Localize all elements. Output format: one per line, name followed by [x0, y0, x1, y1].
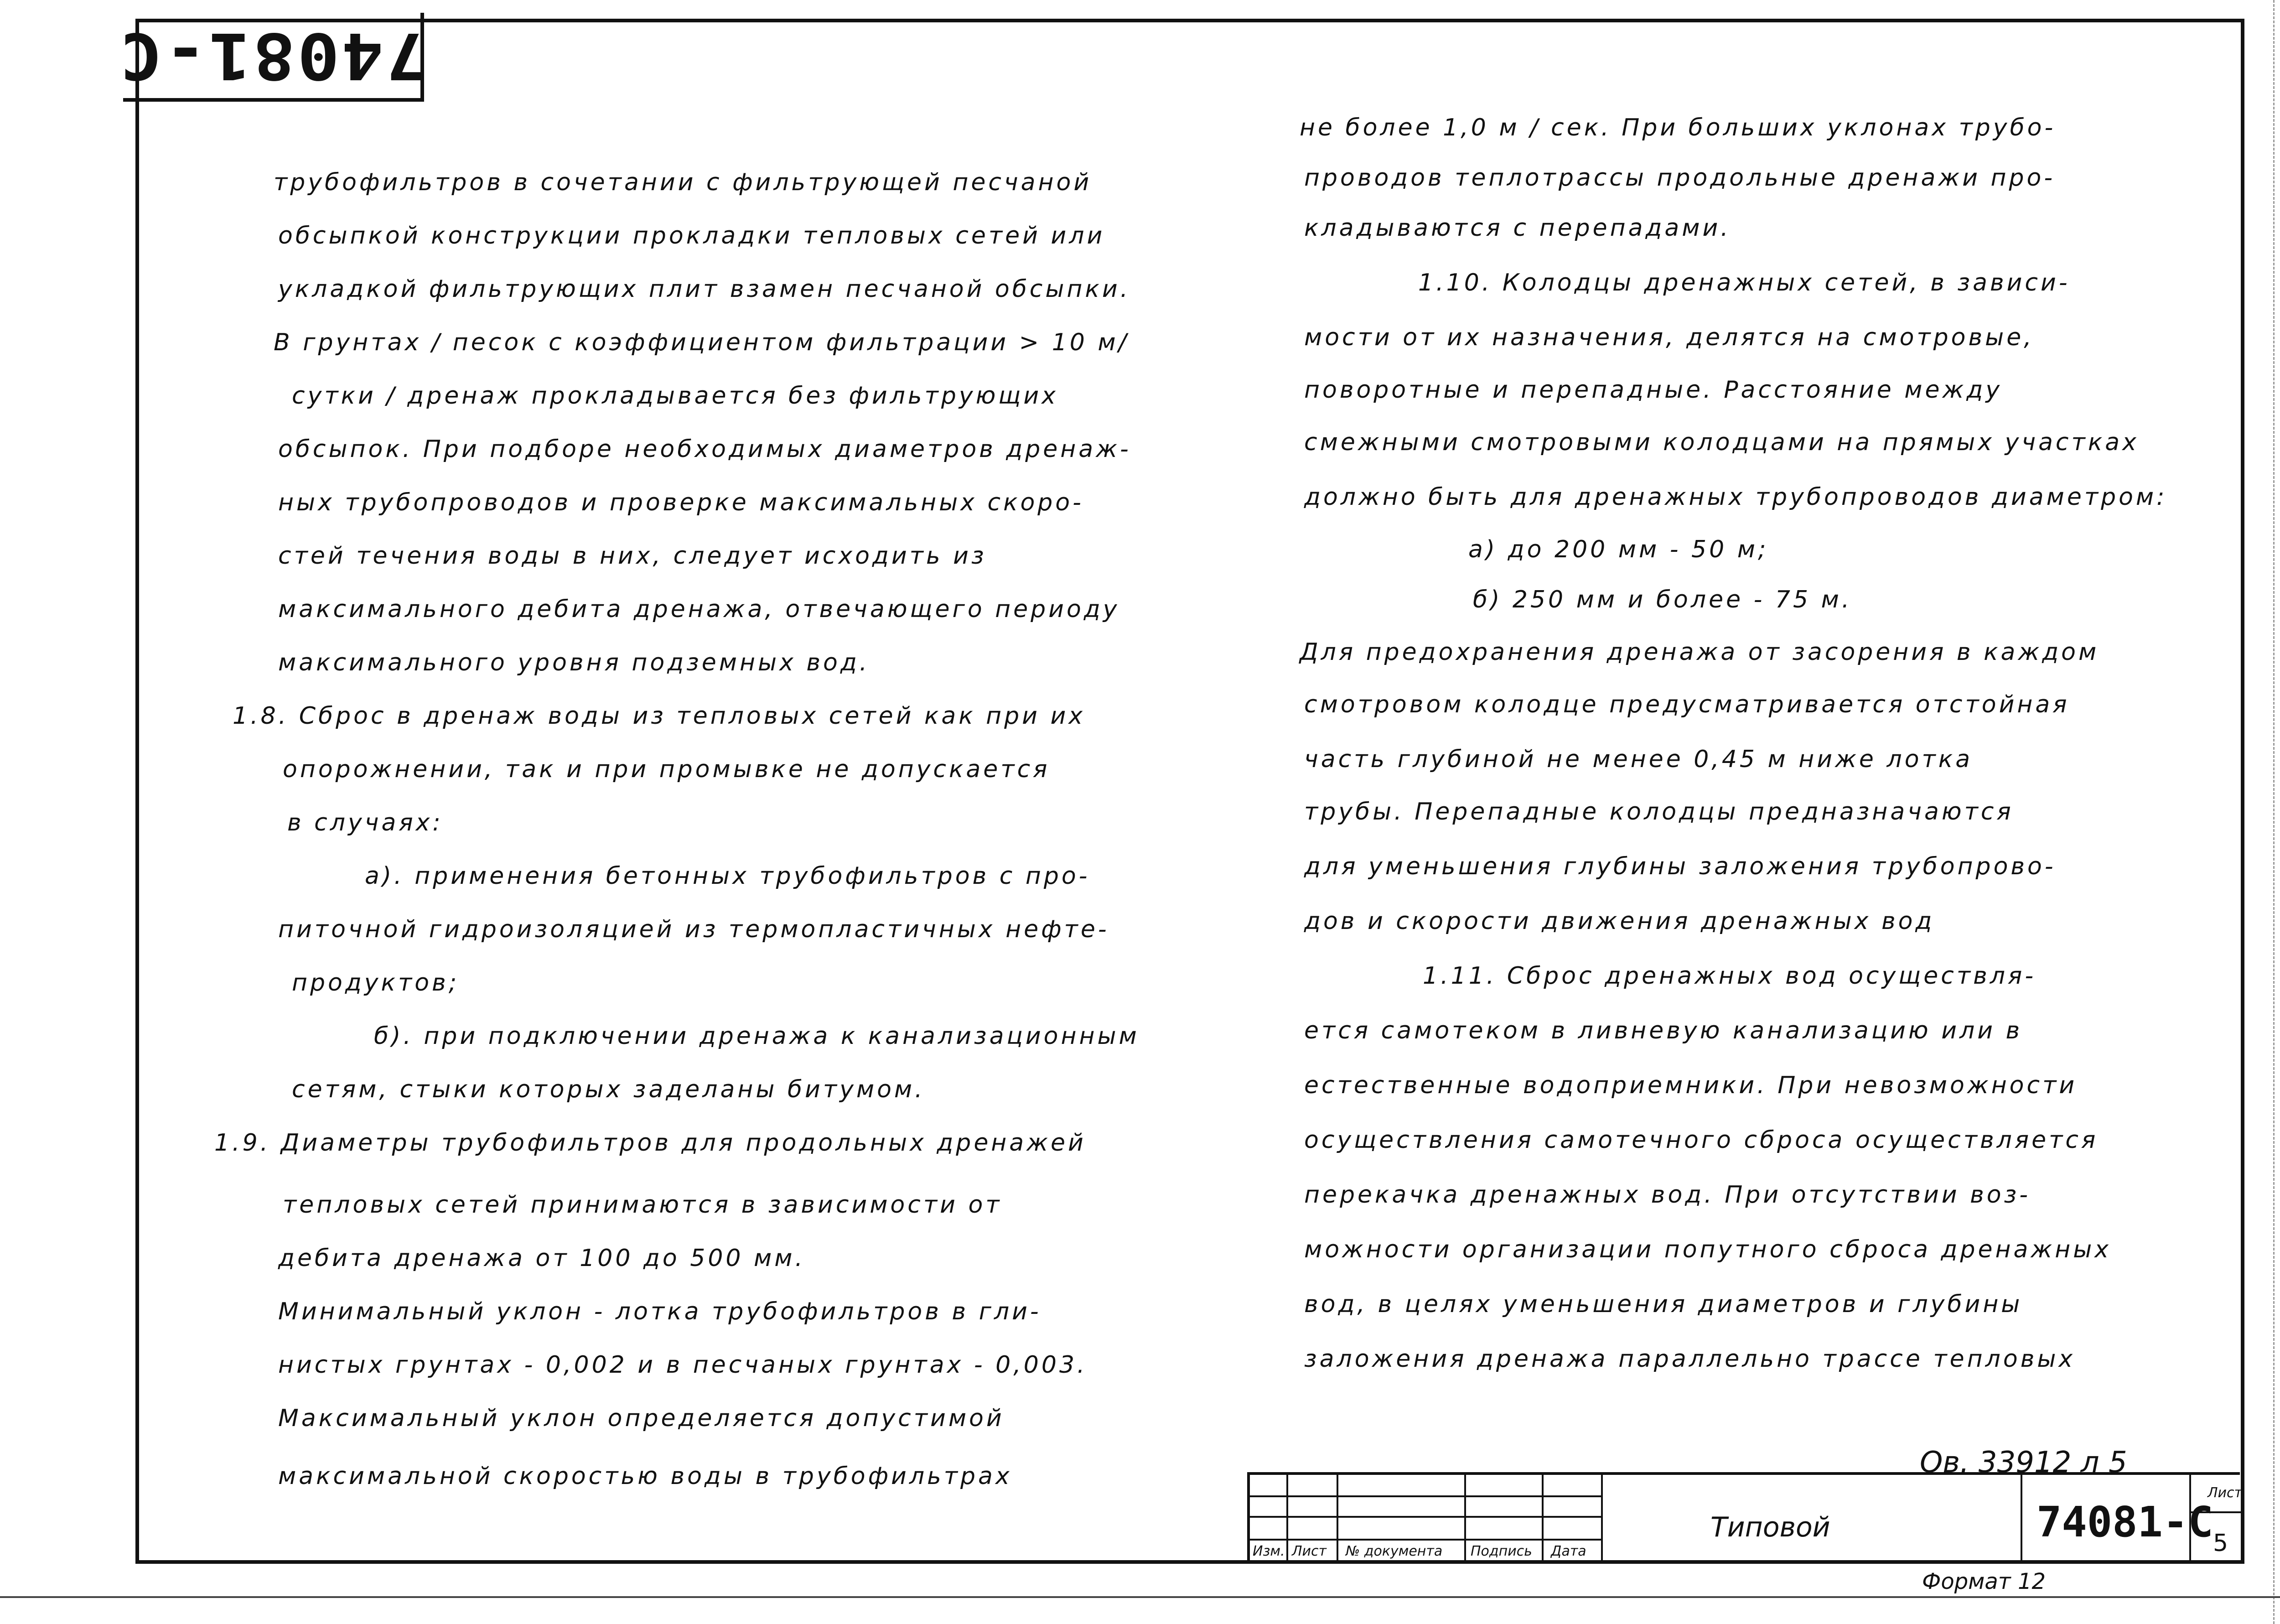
- text-line: тепловых сетей принимаются в зависимости от: [283, 1191, 1002, 1219]
- reference-number: Ов. 33912 л 5: [1920, 1446, 2127, 1479]
- tb-label-change: Изм.: [1253, 1543, 1285, 1559]
- text-line: смежными смотровыми колодцами на прямых участках: [1304, 429, 2139, 456]
- text-line: опорожнении, так и при промывке не допускается: [283, 756, 1050, 783]
- text-line: сутки / дренаж прокладывается без фильтрующих: [292, 382, 1058, 410]
- text-line: укладкой фильтрующих плит взамен песчаной обсыпки.: [278, 275, 1131, 303]
- text-line: 1.10. Колодцы дренажных сетей, в зависи-: [1418, 269, 2070, 296]
- tb-sheet-label: Лист: [2207, 1485, 2243, 1501]
- text-line: стей течения воды в них, следует исходить из: [278, 542, 987, 570]
- text-line: Минимальный уклон - лотка трубофильтров в гли-: [278, 1298, 1042, 1325]
- tb-sheet-number: 5: [2213, 1530, 2228, 1557]
- text-line: обсыпок. При подборе необходимых диаметров дренаж-: [278, 436, 1131, 463]
- text-line: Для предохранения дренажа от засорения в каждом: [1300, 638, 2099, 666]
- text-line: заложения дренажа параллельно трассе тепловых: [1304, 1345, 2076, 1373]
- text-line: можности организации попутного сброса дренажных: [1304, 1236, 2112, 1263]
- text-line: максимальной скоростью воды в трубофильтрах: [278, 1463, 1012, 1490]
- text-line: Максимальный уклон определяется допустимой: [278, 1405, 1005, 1432]
- text-line: проводов теплотрассы продольные дренажи про-: [1304, 164, 2056, 192]
- format-label: Формат 12: [1922, 1569, 2046, 1594]
- text-line: часть глубиной не менее 0,45 м ниже лотка: [1304, 746, 1973, 773]
- text-line: б). при подключении дренажа к канализационным: [374, 1022, 1140, 1050]
- text-line: а) до 200 мм - 50 м;: [1468, 536, 1769, 563]
- text-line: сетям, стыки которых заделаны битумом.: [292, 1076, 925, 1103]
- document-code-stamp: [118, 13, 428, 102]
- text-line: продуктов;: [292, 969, 460, 996]
- text-line: естественные водоприемники. При невозможности: [1304, 1072, 2078, 1099]
- text-line: в случаях:: [287, 809, 443, 836]
- text-line: б) 250 мм и более - 75 м.: [1473, 586, 1852, 613]
- text-line: для уменьшения глубины заложения трубопрово-: [1304, 853, 2056, 880]
- text-line: а). применения бетонных трубофильтров с про-: [365, 862, 1090, 890]
- text-line: В грунтах / песок с коэффициентом фильтрации > 10 м/: [274, 329, 1130, 356]
- text-line: не более 1,0 м / сек. При больших уклонах трубо-: [1300, 114, 2056, 141]
- tb-label-document: № документа: [1346, 1543, 1443, 1559]
- text-line: 1.11. Сброс дренажных вод осуществля-: [1423, 962, 2036, 990]
- text-line: должно быть для дренажных трубопроводов диаметром:: [1304, 483, 2167, 511]
- text-line: максимального уровня подземных вод.: [278, 649, 870, 676]
- tb-label-signature: Подпись: [1471, 1543, 1532, 1559]
- text-line: питочной гидроизоляцией из термопластичных нефте-: [278, 916, 1109, 943]
- text-line: максимального дебита дренажа, отвечающего периоду: [278, 596, 1120, 623]
- tb-label-date: Дата: [1551, 1543, 1586, 1559]
- text-line: поворотные и перепадные. Расстояние между: [1304, 376, 2003, 404]
- title-block: [1247, 1472, 2243, 1564]
- text-line: 1.9. Диаметры трубофильтров для продольных дренажей: [214, 1129, 1086, 1157]
- text-line: трубы. Перепадные колодцы предназначаются: [1304, 798, 2014, 825]
- text-line: дебита дренажа от 100 до 500 мм.: [278, 1245, 806, 1272]
- tb-title: Типовой: [1710, 1511, 1830, 1543]
- text-line: вод, в целях уменьшения диаметров и глубины: [1304, 1291, 2023, 1318]
- drawing-frame: [135, 19, 2244, 1564]
- stamp-code: 74081-C: [118, 18, 428, 93]
- text-line: смотровом колодце предусматривается отстойная: [1304, 691, 2070, 718]
- text-line: нистых грунтах - 0,002 и в песчаных грунтах - 0,003.: [278, 1351, 1088, 1379]
- text-line: кладываются с перепадами.: [1304, 214, 1731, 242]
- text-line: ется самотеком в ливневую канализацию или в: [1304, 1017, 2023, 1044]
- text-line: ных трубопроводов и проверке максимальных скоро-: [278, 489, 1084, 516]
- text-line: перекачка дренажных вод. При отсутствии воз-: [1304, 1181, 2031, 1209]
- tb-label-sheet: Лист: [1292, 1543, 1327, 1559]
- text-line: осуществления самотечного сброса осуществляется: [1304, 1126, 2099, 1154]
- text-line: мости от их назначения, делятся на смотровые,: [1304, 324, 2034, 351]
- bottom-rule: [0, 1596, 2280, 1598]
- text-line: трубофильтров в сочетании с фильтрующей песчаной: [274, 169, 1092, 196]
- text-line: дов и скорости движения дренажных вод: [1304, 908, 1935, 935]
- text-line: 1.8. Сброс в дренаж воды из тепловых сетей как при их: [233, 702, 1086, 730]
- text-line: обсыпкой конструкции прокладки тепловых сетей или: [278, 222, 1105, 249]
- tb-code: 74081-C: [2036, 1498, 2213, 1546]
- page-edge-mark: [2273, 0, 2275, 1624]
